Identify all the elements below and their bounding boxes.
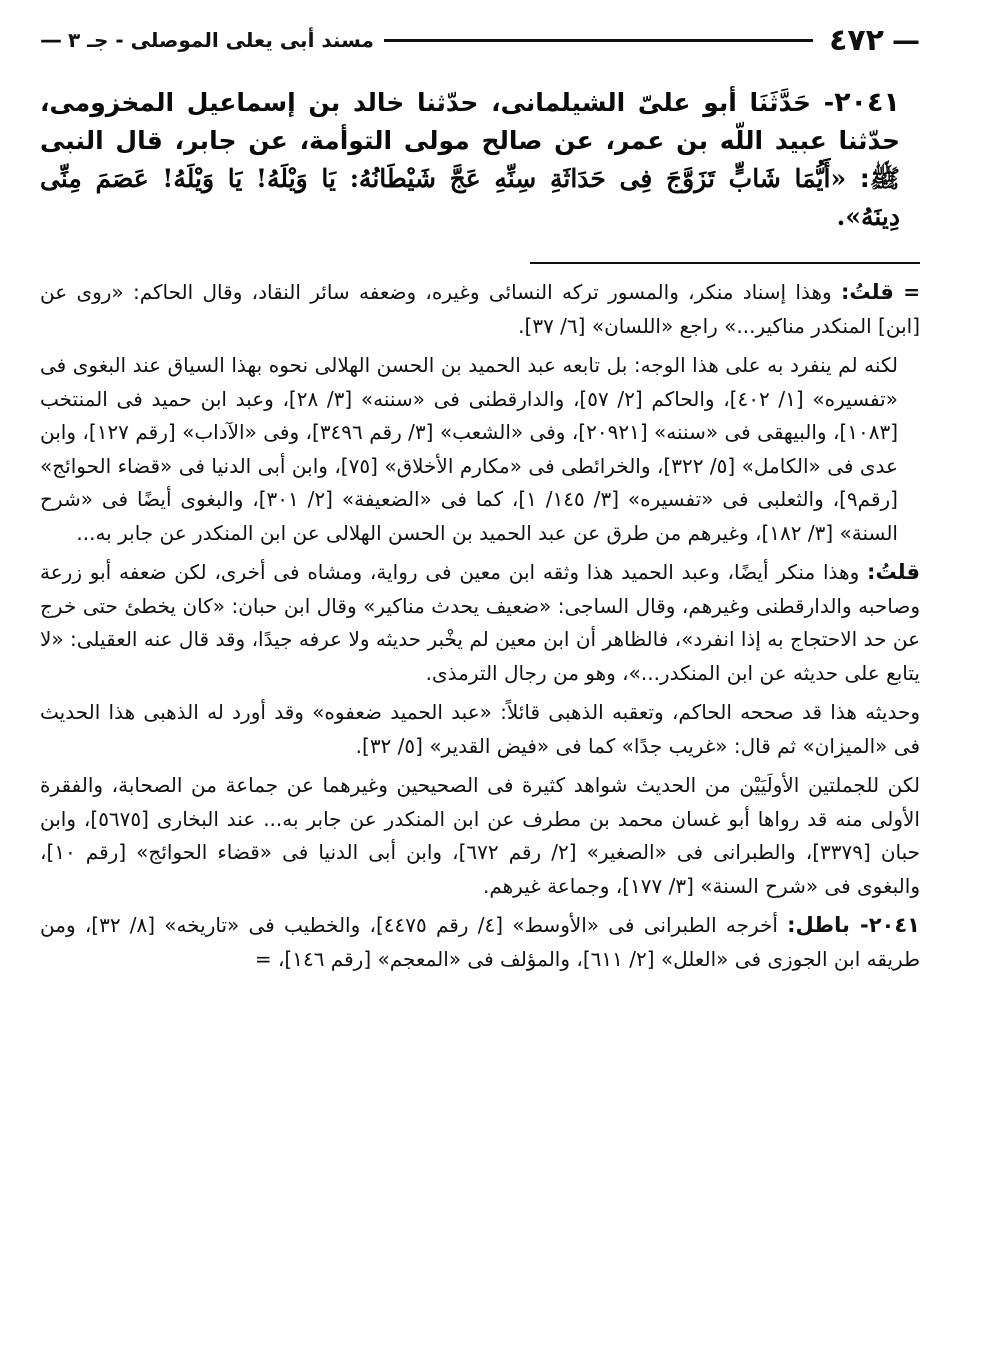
footnote-separator [530, 262, 920, 264]
paragraph-lead: قلتُ: [840, 280, 894, 304]
paragraph-lead: ٢٠٤١- باطل: [787, 913, 921, 937]
commentary-paragraph [40, 556, 920, 690]
header-dash: — [892, 23, 920, 57]
hadith-number: ٢٠٤١ [834, 87, 900, 118]
hadith-text: حَدَّثَنَا أبو علىّ الشيلمانى، حدّثنا خالد بن إسماعيل المخزومى، حدّثنا عبيد اللّه بن عمر، عن صالح مولى التوأمة، عن جابر، قال النبى ﷺ: [40, 88, 900, 193]
header-rule [384, 39, 813, 42]
commentary-paragraph [40, 769, 920, 903]
paragraph-text: أخرجه الطبرانى فى «الأوسط» [٤/ رقم ٤٤٧٥]، والخطيب فى «تاريخه» [٨/ ٣٢]، ومن طريقه ابن الجوزى فى «العلل» [٢/ ٦١١]، والمؤلف فى «المعجم» [رقم ١٤٦]، = [40, 913, 920, 971]
book-page [40, 20, 920, 982]
commentary-paragraph [40, 349, 920, 550]
page-header [40, 20, 920, 60]
paragraph-text: لكن للجملتين الأولَيَيْن من الحديث شواهد كثيرة فى الصحيحين وغيرهما عن جماعة من الصحابة، والفقرة الأولى منه قد رواها أبو غسان محمد بن مطرف عن ابن المنكدر عن جابر به... عند البخارى [٥٦٧٥]، وابن حبان [٣٣٧٩]، والطبرانى فى «الصغير» [٢/ رقم ٦٧٢]، وابن أبى الدنيا فى «قضاء الحوائج» [رقم ١٠]، والبغوى فى «شرح السنة» [٣/ ١٧٧]، وجماعة غيرهم. [40, 773, 921, 898]
paragraph-text: وحديثه هذا قد صححه الحاكم، وتعقبه الذهبى قائلاً: «عبد الحميد ضعفوه» وقد أورد له الذهبى هذا الحديث فى «الميزان» ثم قال: «غريب جدًا» كما فى «فيض القدير» [٥/ ٣٢]. [40, 700, 920, 758]
running-title: مسند أبى يعلى الموصلى - جـ ٣ [68, 28, 374, 52]
paragraph-text: لكنه لم ينفرد به على هذا الوجه: بل تابعه عبد الحميد بن الحسن الهلالى نحوه بهذا السياق عند البغوى فى «تفسيره» [١/ ٤٠٢]، والحاكم [٢/ ٥٧]، والدارقطنى فى «سننه» [٣/ ٢٨]، وعبد ابن حميد فى المنتخب [١٠٨٣]، والبيهقى فى «سننه» [٢٠٩٢١]، وفى «الشعب» [٣/ رقم ٣٤٩٦]، وفى «الآداب» [رقم ١٢٧]، وابن عدى فى «الكامل» [٥/ ٣٢٢]، والخرائطى فى «مكارم الأخلاق» [٧٥]، وابن أبى الدنيا فى «قضاء الحوائج» [رقم٩]، والثعلبى فى «تفسيره» [٣/ ١٤٥/ ١]، كما فى «الضعيفة» [٢/ ٣٠١]، والبغوى أيضًا فى «شرح السنة» [٣/ ١٨٢]، وغيرهم من طرق عن عبد الحميد بن الحسن الهلالى عن ابن المنكدر عن جابر به... [40, 353, 898, 545]
header-dash: — [40, 27, 62, 53]
continuation-mark: = [903, 280, 921, 304]
paragraph-text: وهذا إسناد منكر، والمسور تركه النسائى وغيره، وضعفه سائر النقاد، وقال الحاكم: «روى عن [ابن] المنكدر مناكير...» راجع «اللسان» [٦/ ٣٧]. [40, 280, 920, 338]
commentary-paragraph [40, 276, 920, 343]
commentary-paragraph [40, 909, 920, 976]
commentary [40, 276, 920, 976]
paragraph-lead: قلتُ: [867, 560, 920, 584]
page-number: ٤٧٢ [829, 22, 884, 58]
hadith-block: ٢٠٤١- حَدَّثَنَا أبو علىّ الشيلمانى، حدّثنا خالد بن إسماعيل المخزومى، حدّثنا عبيد اللّه بن عمر، عن صالح مولى التوأمة، عن جابر، قال النبى ﷺ: «أَيُّمَا شَابٍّ تَزَوَّجَ فِى حَدَاثَةِ سِنِّهِ عَجَّ شَيْطَانُهُ: يَا وَيْلَهُ! يَا وَيْلَهُ! عَصَمَ مِنِّى دِينَهُ». [40, 87, 900, 231]
hadith-quote: «أَيُّمَا شَابٍّ تَزَوَّجَ فِى حَدَاثَةِ سِنِّهِ عَجَّ شَيْطَانُهُ: يَا وَيْلَهُ! يَا وَيْلَهُ! عَصَمَ مِنِّى دِينَهُ». [40, 164, 900, 231]
commentary-paragraph [40, 696, 920, 763]
paragraph-text: وهذا منكر أيضًا، وعبد الحميد هذا وثقه ابن معين فى رواية، ومشاه فى أخرى، لكن ضعفه أبو زرعة وصاحبه والدارقطنى وغيرهم، وقال الساجى: «ضعيف يحدث مناكير» وقال ابن حبان: «كان يخطئ حتى خرج عن حد الاحتجاج به إذا انفرد»، فالظاهر أن ابن معين لم يخْبر حديثه ولا عرفه جيدًا، وقد قال عنه العقيلى: «لا يتابع على حديثه عن ابن المنكدر...»، وهو من رجال الترمذى. [40, 560, 920, 685]
